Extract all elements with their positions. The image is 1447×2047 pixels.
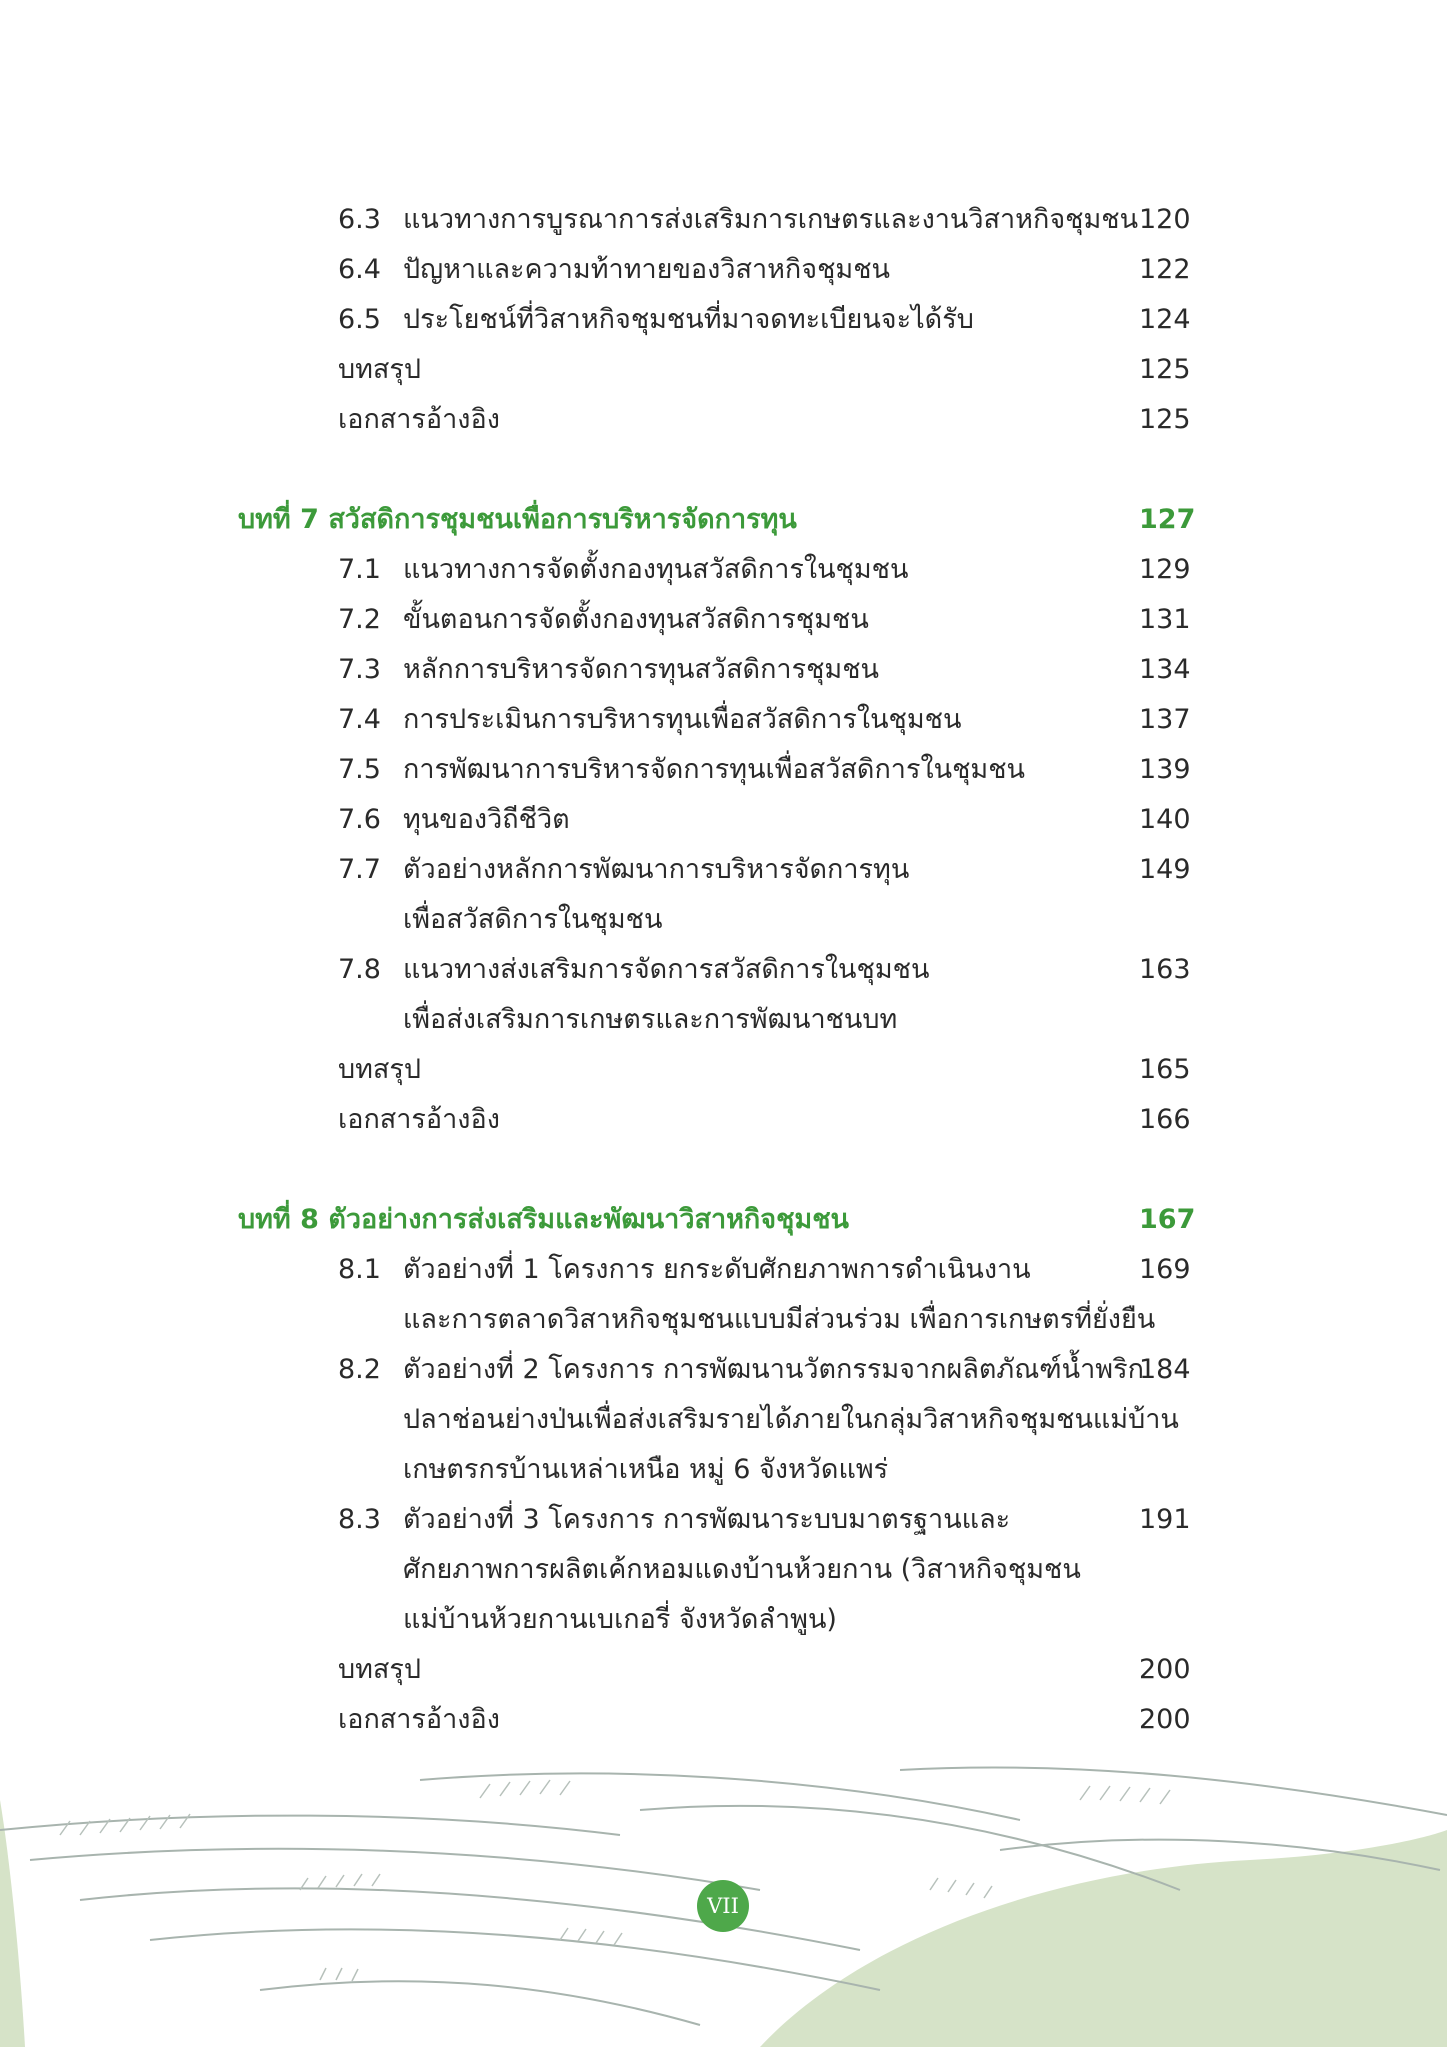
section-title: ปัญหาและความท้าทายของวิสาหกิจชุมชน (403, 254, 891, 285)
section-number: 6.4 (338, 254, 381, 285)
page-number: 140 (1139, 804, 1191, 835)
section-title-continued: ศักยภาพการผลิตเค้กหอมแดงบ้านห้วยกาน (วิสาหกิจชุมชน (403, 1554, 1081, 1585)
section-title: แนวทางการบูรณาการส่งเสริมการเกษตรและงานวิสาหกิจชุมชน (403, 204, 1139, 235)
section-number: 7.2 (338, 604, 381, 635)
section-title: เอกสารอ้างอิง (338, 1104, 500, 1135)
section-title-continued: ปลาช่อนย่างป่นเพื่อส่งเสริมรายได้ภายในกลุ่มวิสาหกิจชุมชนแม่บ้าน (403, 1404, 1179, 1435)
section-title: แนวทางส่งเสริมการจัดการสวัสดิการในชุมชน (403, 954, 930, 985)
section-title: แนวทางการจัดตั้งกองทุนสวัสดิการในชุมชน (403, 554, 909, 585)
toc-entry-8-1[interactable] (0, 1245, 1447, 1345)
section-title: การพัฒนาการบริหารจัดการทุนเพื่อสวัสดิการในชุมชน (403, 754, 1026, 785)
page-number: 200 (1139, 1704, 1191, 1735)
page-number: 127 (1139, 504, 1196, 535)
section-number: 8.3 (338, 1504, 381, 1535)
section-title: ขั้นตอนการจัดตั้งกองทุนสวัสดิการชุมชน (403, 604, 869, 635)
page-number: 125 (1139, 404, 1191, 435)
section-title: ตัวอย่างหลักการพัฒนาการบริหารจัดการทุน (403, 854, 910, 885)
section-number: 8.1 (338, 1254, 381, 1285)
section-title: เอกสารอ้างอิง (338, 1704, 500, 1735)
section-title: ตัวอย่างที่ 3 โครงการ การพัฒนาระบบมาตรฐานและ (403, 1504, 1011, 1535)
page-number: 129 (1139, 554, 1191, 585)
section-title: การประเมินการบริหารทุนเพื่อสวัสดิการในชุมชน (403, 704, 962, 735)
section-title: บทสรุป (338, 1054, 422, 1085)
page-number: 167 (1139, 1204, 1196, 1235)
page-number: 165 (1139, 1054, 1191, 1085)
section-title: ทุนของวิถีชีวิต (403, 804, 570, 835)
toc-entry-7-8[interactable] (0, 945, 1447, 1045)
section-number: 7.3 (338, 654, 381, 685)
section-number: 7.8 (338, 954, 381, 985)
page-number: 120 (1139, 204, 1191, 235)
section-number: 7.7 (338, 854, 381, 885)
page-number-badge: VII (697, 1880, 749, 1932)
page-number: 191 (1139, 1504, 1191, 1535)
page-number: 134 (1139, 654, 1191, 685)
page-number: 131 (1139, 604, 1191, 635)
chapter-title: บทที่ 8 ตัวอย่างการส่งเสริมและพัฒนาวิสาหกิจชุมชน (238, 1204, 850, 1235)
left-hill-edge (0, 1800, 25, 2047)
section-title-continued-2: เกษตรกรบ้านเหล่าเหนือ หมู่ 6 จังหวัดแพร่ (403, 1454, 889, 1485)
page-number: 149 (1139, 854, 1191, 885)
section-title-continued: เพื่อสวัสดิการในชุมชน (403, 904, 663, 935)
section-number: 7.5 (338, 754, 381, 785)
page-number: 139 (1139, 754, 1191, 785)
section-title: หลักการบริหารจัดการทุนสวัสดิการชุมชน (403, 654, 879, 685)
section-title: บทสรุป (338, 1654, 422, 1685)
page-number: 137 (1139, 704, 1191, 735)
section-number: 6.3 (338, 204, 381, 235)
section-number: 7.1 (338, 554, 381, 585)
section-title: เอกสารอ้างอิง (338, 404, 500, 435)
section-title: บทสรุป (338, 354, 422, 385)
section-title-continued-2: แม่บ้านห้วยกานเบเกอรี่ จังหวัดลำพูน) (403, 1604, 837, 1635)
page-number: 184 (1139, 1354, 1191, 1385)
page-number: 124 (1139, 304, 1191, 335)
section-title-continued: เพื่อส่งเสริมการเกษตรและการพัฒนาชนบท (403, 1004, 898, 1035)
section-number: 7.6 (338, 804, 381, 835)
chapter-title: บทที่ 7 สวัสดิการชุมชนเพื่อการบริหารจัดการทุน (238, 504, 797, 535)
section-title: ตัวอย่างที่ 2 โครงการ การพัฒนานวัตกรรมจากผลิตภัณฑ์น้ำพริก (403, 1354, 1144, 1385)
section-title: ตัวอย่างที่ 1 โครงการ ยกระดับศักยภาพการดำเนินงาน (403, 1254, 1031, 1285)
page-number: 166 (1139, 1104, 1191, 1135)
page-number: 169 (1139, 1254, 1191, 1285)
section-title: ประโยชน์ที่วิสาหกิจชุมชนที่มาจดทะเบียนจะได้รับ (403, 304, 974, 335)
page-number: 122 (1139, 254, 1191, 285)
toc-entry-7-7[interactable] (0, 845, 1447, 945)
section-number: 8.2 (338, 1354, 381, 1385)
toc-entry-8-3[interactable] (0, 1495, 1447, 1645)
section-number: 6.5 (338, 304, 381, 335)
page-number: 125 (1139, 354, 1191, 385)
section-title-continued: และการตลาดวิสาหกิจชุมชนแบบมีส่วนร่วม เพื่อการเกษตรที่ยั่งยืน (403, 1304, 1156, 1335)
page-number: 163 (1139, 954, 1191, 985)
page-number: 200 (1139, 1654, 1191, 1685)
section-number: 7.4 (338, 704, 381, 735)
toc-entry-8-2[interactable] (0, 1345, 1447, 1495)
